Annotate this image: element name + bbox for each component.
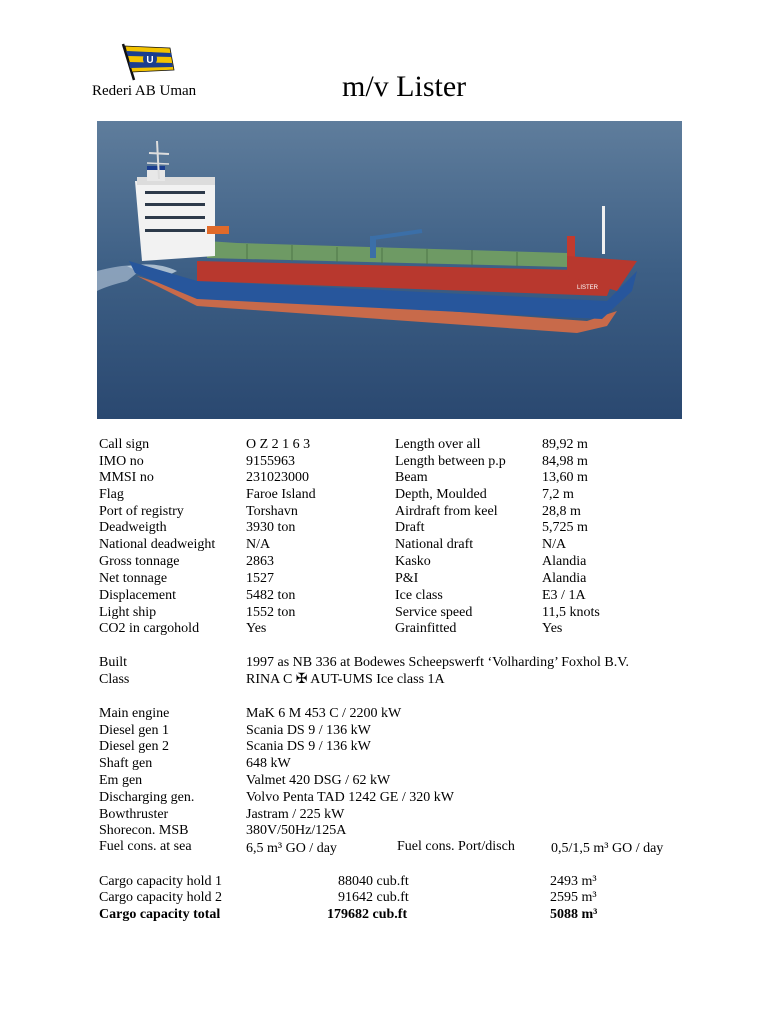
fuel-sea-value: 6,5 m³ GO / day [246,841,337,856]
spec-value: Yes [246,621,267,636]
spec-value: E3 / 1A [542,588,586,603]
spec-value: 1527 [246,571,274,586]
spec-value: MaK 6 M 453 C / 2200 kW [246,706,402,721]
spec-label: National deadweight [99,537,216,552]
spec-label: Service speed [395,605,473,620]
spec-label: Class [99,672,130,687]
spec-value: 28,8 m [542,504,581,519]
spec-value: 1997 as NB 336 at Bodewes Scheepswerft ‘Volharding’ Foxhol B.V. [246,655,630,670]
spec-label: Deadweigth [99,520,167,535]
spec-value: 648 kW [246,756,291,771]
spec-value: Valmet 420 DSG / 62 kW [246,773,391,788]
spec-label: Beam [395,470,428,485]
spec-value: O Z 2 1 6 3 [246,437,311,452]
spec-label: National draft [395,537,474,552]
spec-value: 5,725 m [542,520,588,535]
spec-label: Discharging gen. [99,790,195,805]
page-title: m/v Lister [342,70,467,103]
ship-photo [97,121,682,419]
spec-label: Diesel gen 1 [99,723,169,738]
spec-label: Kasko [395,554,431,569]
spec-value: Alandia [542,554,587,569]
spec-label: Flag [99,487,124,502]
spec-value: 380V/50Hz/125A [246,823,347,838]
spec-label: Port of registry [99,504,184,519]
cargo-cubft: 88040 cub.ft [338,874,409,889]
spec-label: Light ship [99,605,157,620]
spec-label: Length between p.p [395,454,506,469]
spec-value: Volvo Penta TAD 1242 GE / 320 kW [246,790,454,805]
spec-label: Draft [395,520,425,535]
spec-label: Call sign [99,437,150,452]
spec-label: IMO no [99,454,144,469]
spec-label: Shorecon. MSB [99,823,189,838]
spec-value: 1552 ton [246,605,296,620]
spec-value: 5482 ton [246,588,296,603]
logo-letter: U [146,55,154,66]
spec-value: 84,98 m [542,454,588,469]
spec-label: Main engine [99,706,170,721]
spec-value: 3930 ton [246,520,296,535]
cargo-label: Cargo capacity hold 1 [99,874,222,889]
cargo-total-label: Cargo capacity total [99,907,221,922]
spec-value: RINA C ✠ AUT-UMS Ice class 1A [246,672,445,687]
cargo-m3: 2595 m³ [550,890,597,905]
spec-value: 13,60 m [542,470,588,485]
spec-value: 89,92 m [542,437,588,452]
spec-value: 9155963 [246,454,295,469]
spec-value: N/A [246,537,271,552]
spec-value: N/A [542,537,567,552]
company-name: Rederi AB Uman [92,83,197,99]
cargo-m3: 2493 m³ [550,874,597,889]
spec-label: CO2 in cargohold [99,621,200,636]
spec-label: Airdraft from keel [395,504,498,519]
cargo-cubft: 91642 cub.ft [338,890,409,905]
spec-value: Alandia [542,571,587,586]
fuel-port-label: Fuel cons. Port/disch [397,839,515,854]
spec-value: Yes [542,621,563,636]
spec-label: Length over all [395,437,481,452]
spec-label: Bowthruster [99,807,169,822]
cargo-total-m3: 5088 m³ [550,907,598,922]
spec-label: Depth, Moulded [395,487,487,502]
spec-label: Ice class [395,588,443,603]
cargo-label: Cargo capacity hold 2 [99,890,222,905]
cargo-total-cubft: 179682 cub.ft [327,907,408,922]
spec-value: 11,5 knots [542,605,600,620]
spec-label: Diesel gen 2 [99,739,169,754]
spec-value: 231023000 [246,470,309,485]
hull-name: LISTER [577,285,599,291]
fuel-port-value: 0,5/1,5 m³ GO / day [551,841,664,856]
company-logo-flag [120,42,176,82]
spec-label: Shaft gen [99,756,153,771]
spec-value: Scania DS 9 / 136 kW [246,723,371,738]
spec-value: Scania DS 9 / 136 kW [246,739,371,754]
spec-label: Net tonnage [99,571,168,586]
spec-value: 2863 [246,554,274,569]
spec-label: Displacement [99,588,176,603]
spec-value: Torshavn [246,504,298,519]
spec-label: Gross tonnage [99,554,180,569]
spec-value: 7,2 m [542,487,574,502]
spec-label: MMSI no [99,470,154,485]
spec-label: Em gen [99,773,143,788]
spec-label: P&I [395,571,419,586]
spec-value: Jastram / 225 kW [246,807,345,822]
fuel-sea-label: Fuel cons. at sea [99,839,192,854]
spec-value: Faroe Island [246,487,316,502]
spec-label: Grainfitted [395,621,457,636]
spec-label: Built [99,655,128,670]
